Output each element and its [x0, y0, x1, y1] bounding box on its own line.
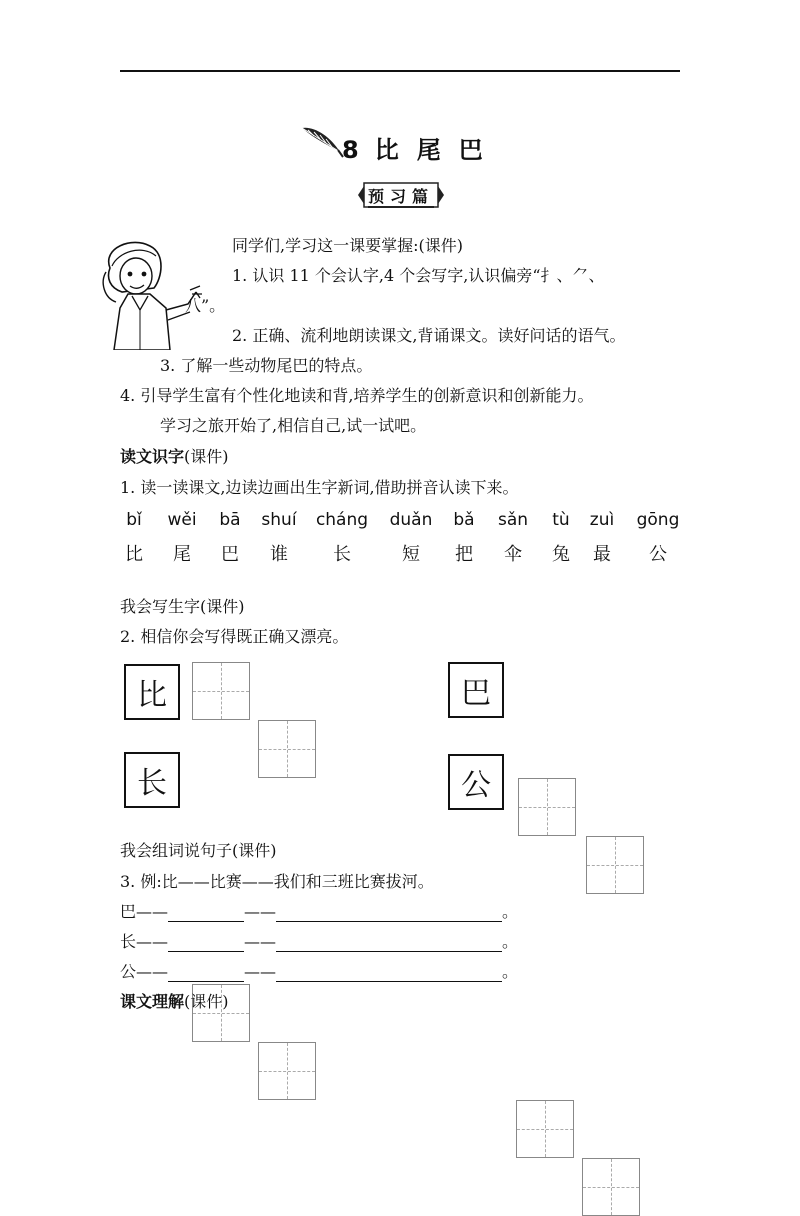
badge-label: 预习篇	[367, 187, 434, 206]
objectives-intro: 同学们,学习这一课要掌握:(课件)	[232, 236, 463, 255]
hanzi: 长	[333, 544, 351, 565]
title-char: 尾	[416, 136, 443, 164]
sentence-blank[interactable]	[276, 935, 502, 952]
pinyin: bā	[219, 510, 241, 530]
word-blank[interactable]	[168, 965, 244, 982]
dash: ——	[136, 902, 169, 921]
objective-item-4: 4. 引导学生富有个性化地读和背,培养学生的创新意识和创新能力。	[120, 386, 594, 405]
heading-suffix: (课件)	[184, 992, 229, 1011]
fill-row	[120, 962, 518, 982]
writing-grid-box[interactable]	[518, 778, 576, 836]
hanzi-row	[120, 540, 690, 564]
sentence-blank[interactable]	[276, 965, 502, 982]
pinyin: duǎn	[389, 510, 433, 530]
section-heading-understand	[120, 992, 229, 1012]
pinyin: shuí	[261, 510, 297, 530]
hanzi: 公	[649, 544, 667, 565]
objective-item-1-cont: 八”。	[185, 296, 226, 315]
hanzi: 巴	[221, 544, 239, 565]
objective-item-1: 1. 认识 11 个会认字,4 个会写字,认识偏旁“扌、⺈、	[232, 266, 605, 285]
writing-grid-box[interactable]	[586, 836, 644, 894]
lesson-number: 8	[342, 136, 361, 164]
sentence-blank[interactable]	[276, 905, 502, 922]
section-heading-write: 我会写生字(课件)	[120, 597, 245, 616]
hanzi: 尾	[173, 544, 191, 565]
writing-grid-box[interactable]	[516, 1100, 574, 1158]
objective-item-3: 3. 了解一些动物尾巴的特点。	[160, 356, 373, 375]
hanzi: 谁	[270, 544, 288, 565]
word-blank[interactable]	[168, 905, 244, 922]
hanzi: 把	[455, 544, 473, 565]
pinyin: cháng	[315, 510, 369, 530]
fill-row	[120, 902, 518, 922]
period: 。	[502, 902, 519, 921]
feather-icon	[300, 124, 344, 158]
writing-grid-box[interactable]	[258, 720, 316, 778]
row-char: 公	[120, 962, 137, 981]
header-rule	[120, 70, 680, 72]
model-char-box: 巴	[448, 662, 504, 718]
read-instruction: 1. 读一读课文,边读边画出生字新词,借助拼音认读下来。	[120, 478, 519, 497]
period: 。	[502, 962, 519, 981]
row-char: 长	[120, 932, 137, 951]
dash: ——	[244, 962, 277, 981]
heading-text: 读文识字	[120, 447, 185, 466]
pinyin: bǎ	[453, 510, 475, 530]
dash: ——	[244, 932, 277, 951]
write-instruction: 2. 相信你会写得既正确又漂亮。	[120, 627, 349, 646]
pinyin: bǐ	[126, 510, 142, 530]
hanzi: 比	[125, 544, 143, 565]
hanzi: 兔	[552, 544, 570, 565]
writing-grid-box[interactable]	[192, 662, 250, 720]
section-heading-sentence: 我会组词说句子(课件)	[120, 841, 277, 860]
hanzi: 伞	[504, 544, 522, 565]
model-char-box: 公	[448, 754, 504, 810]
writing-grid-box[interactable]	[258, 1042, 316, 1100]
model-char-box: 比	[124, 664, 180, 720]
sentence-example: 3. 例:比——比赛——我们和三班比赛拔河。	[120, 872, 434, 891]
title-char: 巴	[458, 136, 485, 164]
writing-grid-box[interactable]	[582, 1158, 640, 1216]
pinyin-row	[120, 510, 690, 534]
objective-item-2: 2. 正确、流利地朗读课文,背诵课文。读好问话的语气。	[232, 326, 626, 345]
dash: ——	[136, 962, 169, 981]
pinyin: gōng	[636, 510, 680, 530]
hanzi: 最	[593, 544, 611, 565]
dash: ——	[136, 932, 169, 951]
model-char-box: 长	[124, 752, 180, 808]
lesson-title	[300, 128, 520, 168]
pinyin: sǎn	[497, 510, 529, 530]
pinyin: zuì	[589, 510, 615, 530]
row-char: 巴	[120, 902, 137, 921]
pinyin: tù	[552, 510, 570, 530]
word-blank[interactable]	[168, 935, 244, 952]
teacher-girl-illustration	[92, 238, 202, 350]
heading-suffix: (课件)	[184, 447, 229, 466]
period: 。	[502, 932, 519, 951]
title-char: 比	[374, 136, 401, 164]
fill-row	[120, 932, 518, 952]
dash: ——	[244, 902, 277, 921]
preview-badge	[358, 180, 444, 210]
hanzi: 短	[402, 544, 420, 565]
heading-text: 课文理解	[120, 992, 185, 1011]
objectives-outro: 学习之旅开始了,相信自己,试一试吧。	[160, 416, 427, 435]
section-heading-read	[120, 447, 229, 467]
pinyin: wěi	[167, 510, 197, 530]
